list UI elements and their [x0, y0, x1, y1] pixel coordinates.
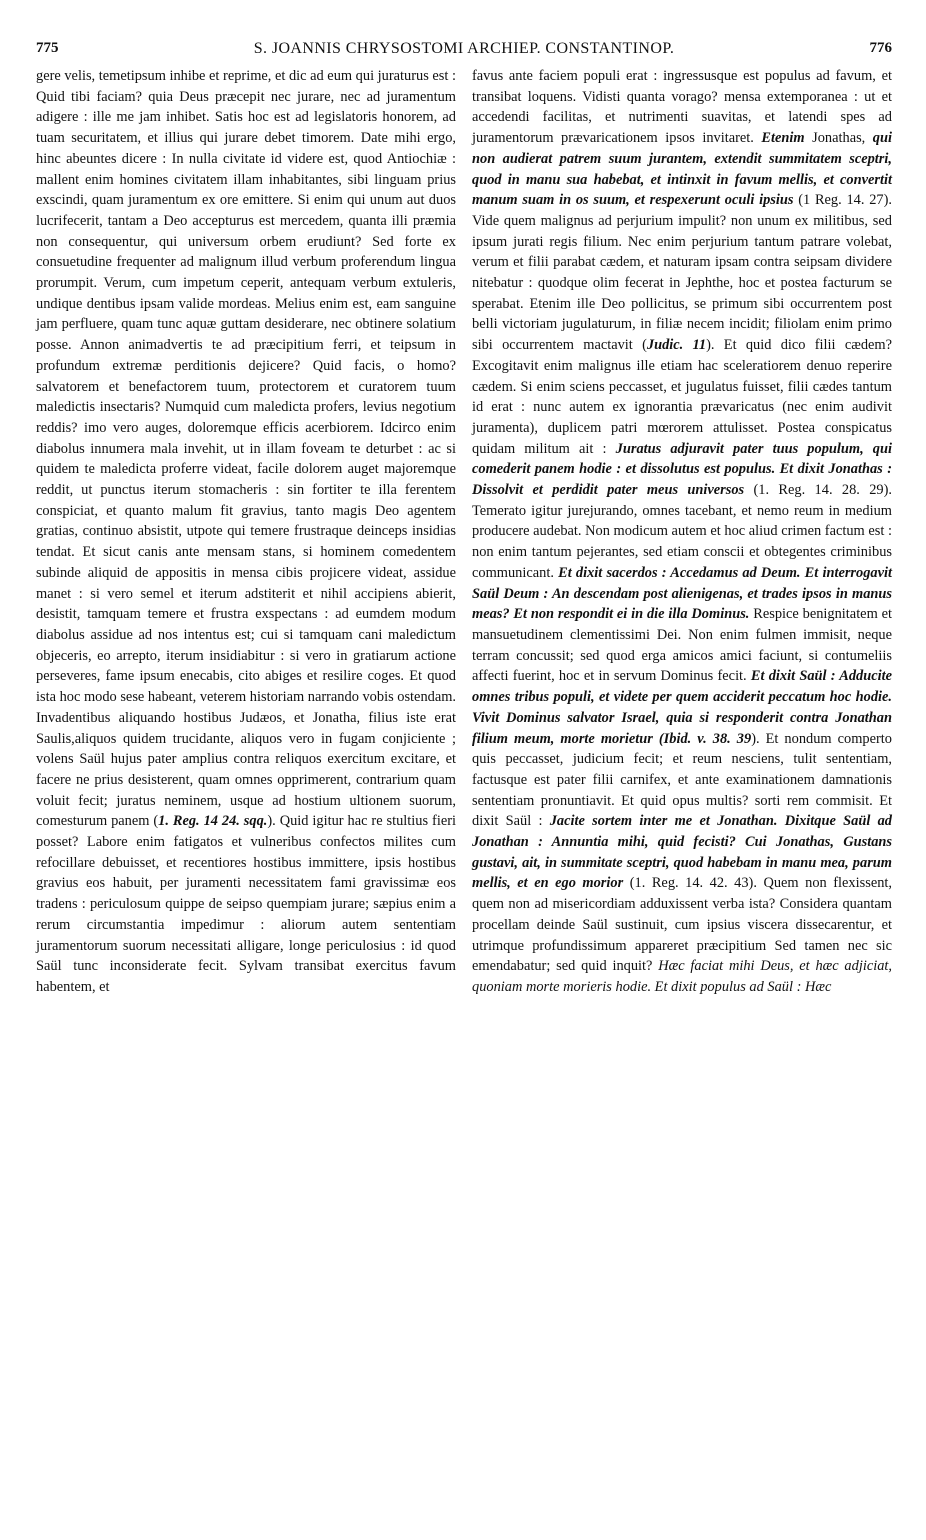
right-text-1b: Jonathas,: [804, 130, 873, 147]
right-text-5: Respice benignitatem et mansuetudinem clementissimi Dei. Non enim fulmen immisit, neque terram concussit; sed quod erga amicos amici faciunt, si contumeliis affecti fuerint, hoc et in servum Dominus fecit.: [472, 606, 892, 685]
page-number-right: 776: [869, 40, 892, 56]
right-quote-3: Et dixit sacerdos : Accedamus ad Deum. Et interrogavit Saül Deum : An descendam post alienigenas, et trades ipsos in manus meas? Et non respondit ei in die illa Dominus.: [472, 564, 892, 623]
left-text-1: gere velis, temetipsum inhibe et reprime, et dic ad eum qui juraturus est : Quid tibi faciam? quia Deus præcepit nec jurare, nec ad juramentum adigere : ille me jam inhibet. Satis hoc est ad legislatoris honorem, ad tuam securitatem, et illius qui jurare debet timorem. Date mihi ergo, hinc abeuntes dicere : In nulla civitate id videre est, quod Antiochiæ : mallent enim homines civitatem illam inhabitantes, sibi linguam prius exscindi, quam juramentum ex ore emittere. Si enim qui unum aut duos lucrifecerit, tantam a Deo accepturus est mercedem, quanta illi præmia non consequentur, qui universum orbem erudiunt? Sed forte ex consuetudine frequenter ad malignum illud verbum proferendum lingua prorumpit. Verum, cum impetum ceperit, antequam verbum extuleris, undique dentibus ipsam valide mordeas. Melius enim est, eam sanguine jam perfluere, quam tunc aquæ guttam desiderare, nec obtinere solatium posse. Annon animadvertis te ad præcipitium ferri, et teipsum in profundum extremæ perditionis dejicere? Quid facis, o homo? salvatorem et benefactorem tuum, protectorem et curatorem tuum maledictis insectaris? Numquid cum maledicta profers, levius negotium reddis? imo vero auges, doloremque efficis acerbiorem. Idcirco enim diabolus innumera mala invehit, ut in illam foveam te deturbet : ac si quidem te maledicta proferre videat, facile dolorem auget majoremque reddit, ut punctus iterum stomacheris : sin fortiter te illa ferentem conspiciat, et quanto malum fit gravius, tanto magis Deo agentem gratias, continuo absistit, utpote qui temere frustraque deinceps insidias tendat. Et sicut canis ante mensam stans, si hominem comedentem subinde aliquid de appositis in mensa cibis projicere videat, assidue manet : si vero semel et iterum adstiterit et nihil accipiens abierit, desistit, tamquam temere et frustra exspectans : ad eumdem modum diabolus assidue ad nos intentus est; cui si tamquam cani maledictum objeceris, eo arrepto, iterum insidiabitur : si vero in gratiarum actione perseveres, fame ipsum enecabis, cito abiges et resilire coges. Et quod ista hoc modo sese habeant, veterem historiam narrando vobis ostendam. Invadentibus aliquando hostibus Judæos, et Jonatha, filius iste erat Saulis,aliquos quidem trucidante, aliquos vero in fugam conjiciente ; volens Saül hujus pater amplius contra reliquos exercitum excitare, et facere ne prius desisterent, quam omnes opprimerent, contrarium quam voluit fecit; juratus neminem, usque ad hostium ultionem suorum, comesturum panem (: [36, 68, 457, 830]
left-column: [36, 66, 456, 998]
right-quote-5: Jacite sortem inter me et Jonathan. Dixitque Saül ad Jonathan : Annuntia mihi, quid fecisti? Cui Jonathas, Gustans gustavi, ait, in summitate sceptri, quod habebam in manu mea, parum mellis, et en ego morior: [472, 813, 892, 892]
right-text-7: ). Quem non flexissent, quem non ad misericordiam adduxissent verba ista? Considera quantam procellam deinde Saül sustinuit, cum ipsius viscera dissecarentur, et utrimque profundissimum appareret præcipitium Sed tamen nec sic emendabatur; sed quid inquit?: [472, 875, 892, 975]
right-ref-2: (1 Reg. 14. 27).: [793, 192, 892, 209]
left-text-2: ). Quid igitur hac re stultius fieri posset? Labore enim fatigatos et vulneribus confectos milites cum refocillare debuisset, et recentiores hostibus immittere, ipsis hostibus gravius eos habuit, per juramenti necessitatem fami gravissimæ eos tradens : periculosum quippe de seipso quempiam jurare; sæpius enim a rerum circumstantia impedimur : aliorum autem sententiam juramentorum suorum necessitati alligare, longe periculosius : id quod Saül tunc inconsiderate fecit. Sylvam transibat exercitus favum habentem, et: [36, 813, 456, 995]
right-ref-5: (Ibid. v. 38. 39: [652, 730, 752, 747]
right-text-1: favus ante faciem populi erat : ingressusque est populus ad favum, et transibat loquens. Vidisti quanta vorago? mensa extemporanea : ut et accedendi facilitas, et nutrimenti suavitas, et latendi spes ad juramentorum prævaricationem ipsos invitaret.: [472, 68, 892, 147]
page-number-left: 775: [36, 40, 59, 56]
right-paragraph: [472, 66, 892, 998]
right-ref-4: (1. Reg. 14. 28. 29: [744, 482, 884, 499]
right-column: [472, 66, 892, 998]
right-text-6: ). Et nondum comperto quis peccasset, judicium fecit; et reum nesciens, tulit sententiam, factusque est pater filii carnifex, et ante examinationem damnationis sententiam pronuntiavit. Et quid opus multis? sorti rem commisit. Et dixit Saül :: [472, 730, 892, 830]
right-ref-3: Judic. 11: [646, 337, 707, 354]
right-text-2: Vide quem malignus ad perjurium impulit? non unum ex militibus, sed ipsum jurati regis filium. Nec enim perjurium tantum patrare volebat, verum et filii parabat cædem, et naturam ipsam contra seipsam dividere nitebatur : quodque olim fecerat in Jephthe, hoc et postea facturum se sperabat. Etenim ille Deo pollicitus, se primum sibi occurrentem post belli victoriam jugulaturum, in filiæ necem incidit; filiolam enim primo sibi occurrentem mactavit (: [472, 212, 892, 354]
right-ref-6: (1. Reg. 14. 42. 43: [623, 875, 749, 892]
right-text-3: ). Et quid dico filii cædem? Excogitavit enim malignus ille etiam hac sceleratiorem denuo reperire cædem. Si enim sciens peccasset, et jugulatus fuisset, filii cædes tantum id erat : nunc autem ex ignorantia prævaricatus (nec enim audivit juramenta), duplicem patri mœrorem attulisset. Postea conspicatus quidam militum ait :: [472, 337, 892, 457]
running-title: S. JOANNIS CHRYSOSTOMI ARCHIEP. CONSTANTINOP.: [253, 40, 675, 57]
right-quote-2: Juratus adjuravit pater tuus populum, qui comederit panem hodie : et dissolutus est populus. Et dixit Jonathas : Dissolvit et perdidit pater meus universos: [472, 440, 893, 499]
right-text-4: ). Temerato igitur jurejurando, omnes tacebant, et nemo reum in medium producere audebat. Non modicum autem et hoc aliud crimen factum est : non enim tantum pejerantes, sed etiam conscii et obtegentes criminibus communicant.: [472, 482, 892, 581]
page-header: [36, 40, 892, 64]
right-quote-1: qui non audierat patrem suum jurantem, extendit summitatem sceptri, quod in manu sua habebat, et intinxit in favum mellis, et convertit manum suam in os suum, et respexerunt oculi ipsius: [472, 130, 892, 209]
right-word-etenim: Etenim: [761, 130, 805, 147]
right-quote-6: Hæc faciat mihi Deus, et hæc adjiciat, quoniam morte morieris hodie. Et dixit populus ad Saül : Hæc: [472, 958, 892, 995]
right-quote-4: Et dixit Saül : Adducite omnes tribus populi, et videte per quem acciderit peccatum hoc hodie. Vivit Dominus salvator Israel, quia si responderit contra Jonathan filium meum, morte morietur: [472, 668, 892, 747]
left-ref-1: 1. Reg. 14 24. sqq.: [158, 813, 268, 830]
left-paragraph: [36, 66, 456, 998]
